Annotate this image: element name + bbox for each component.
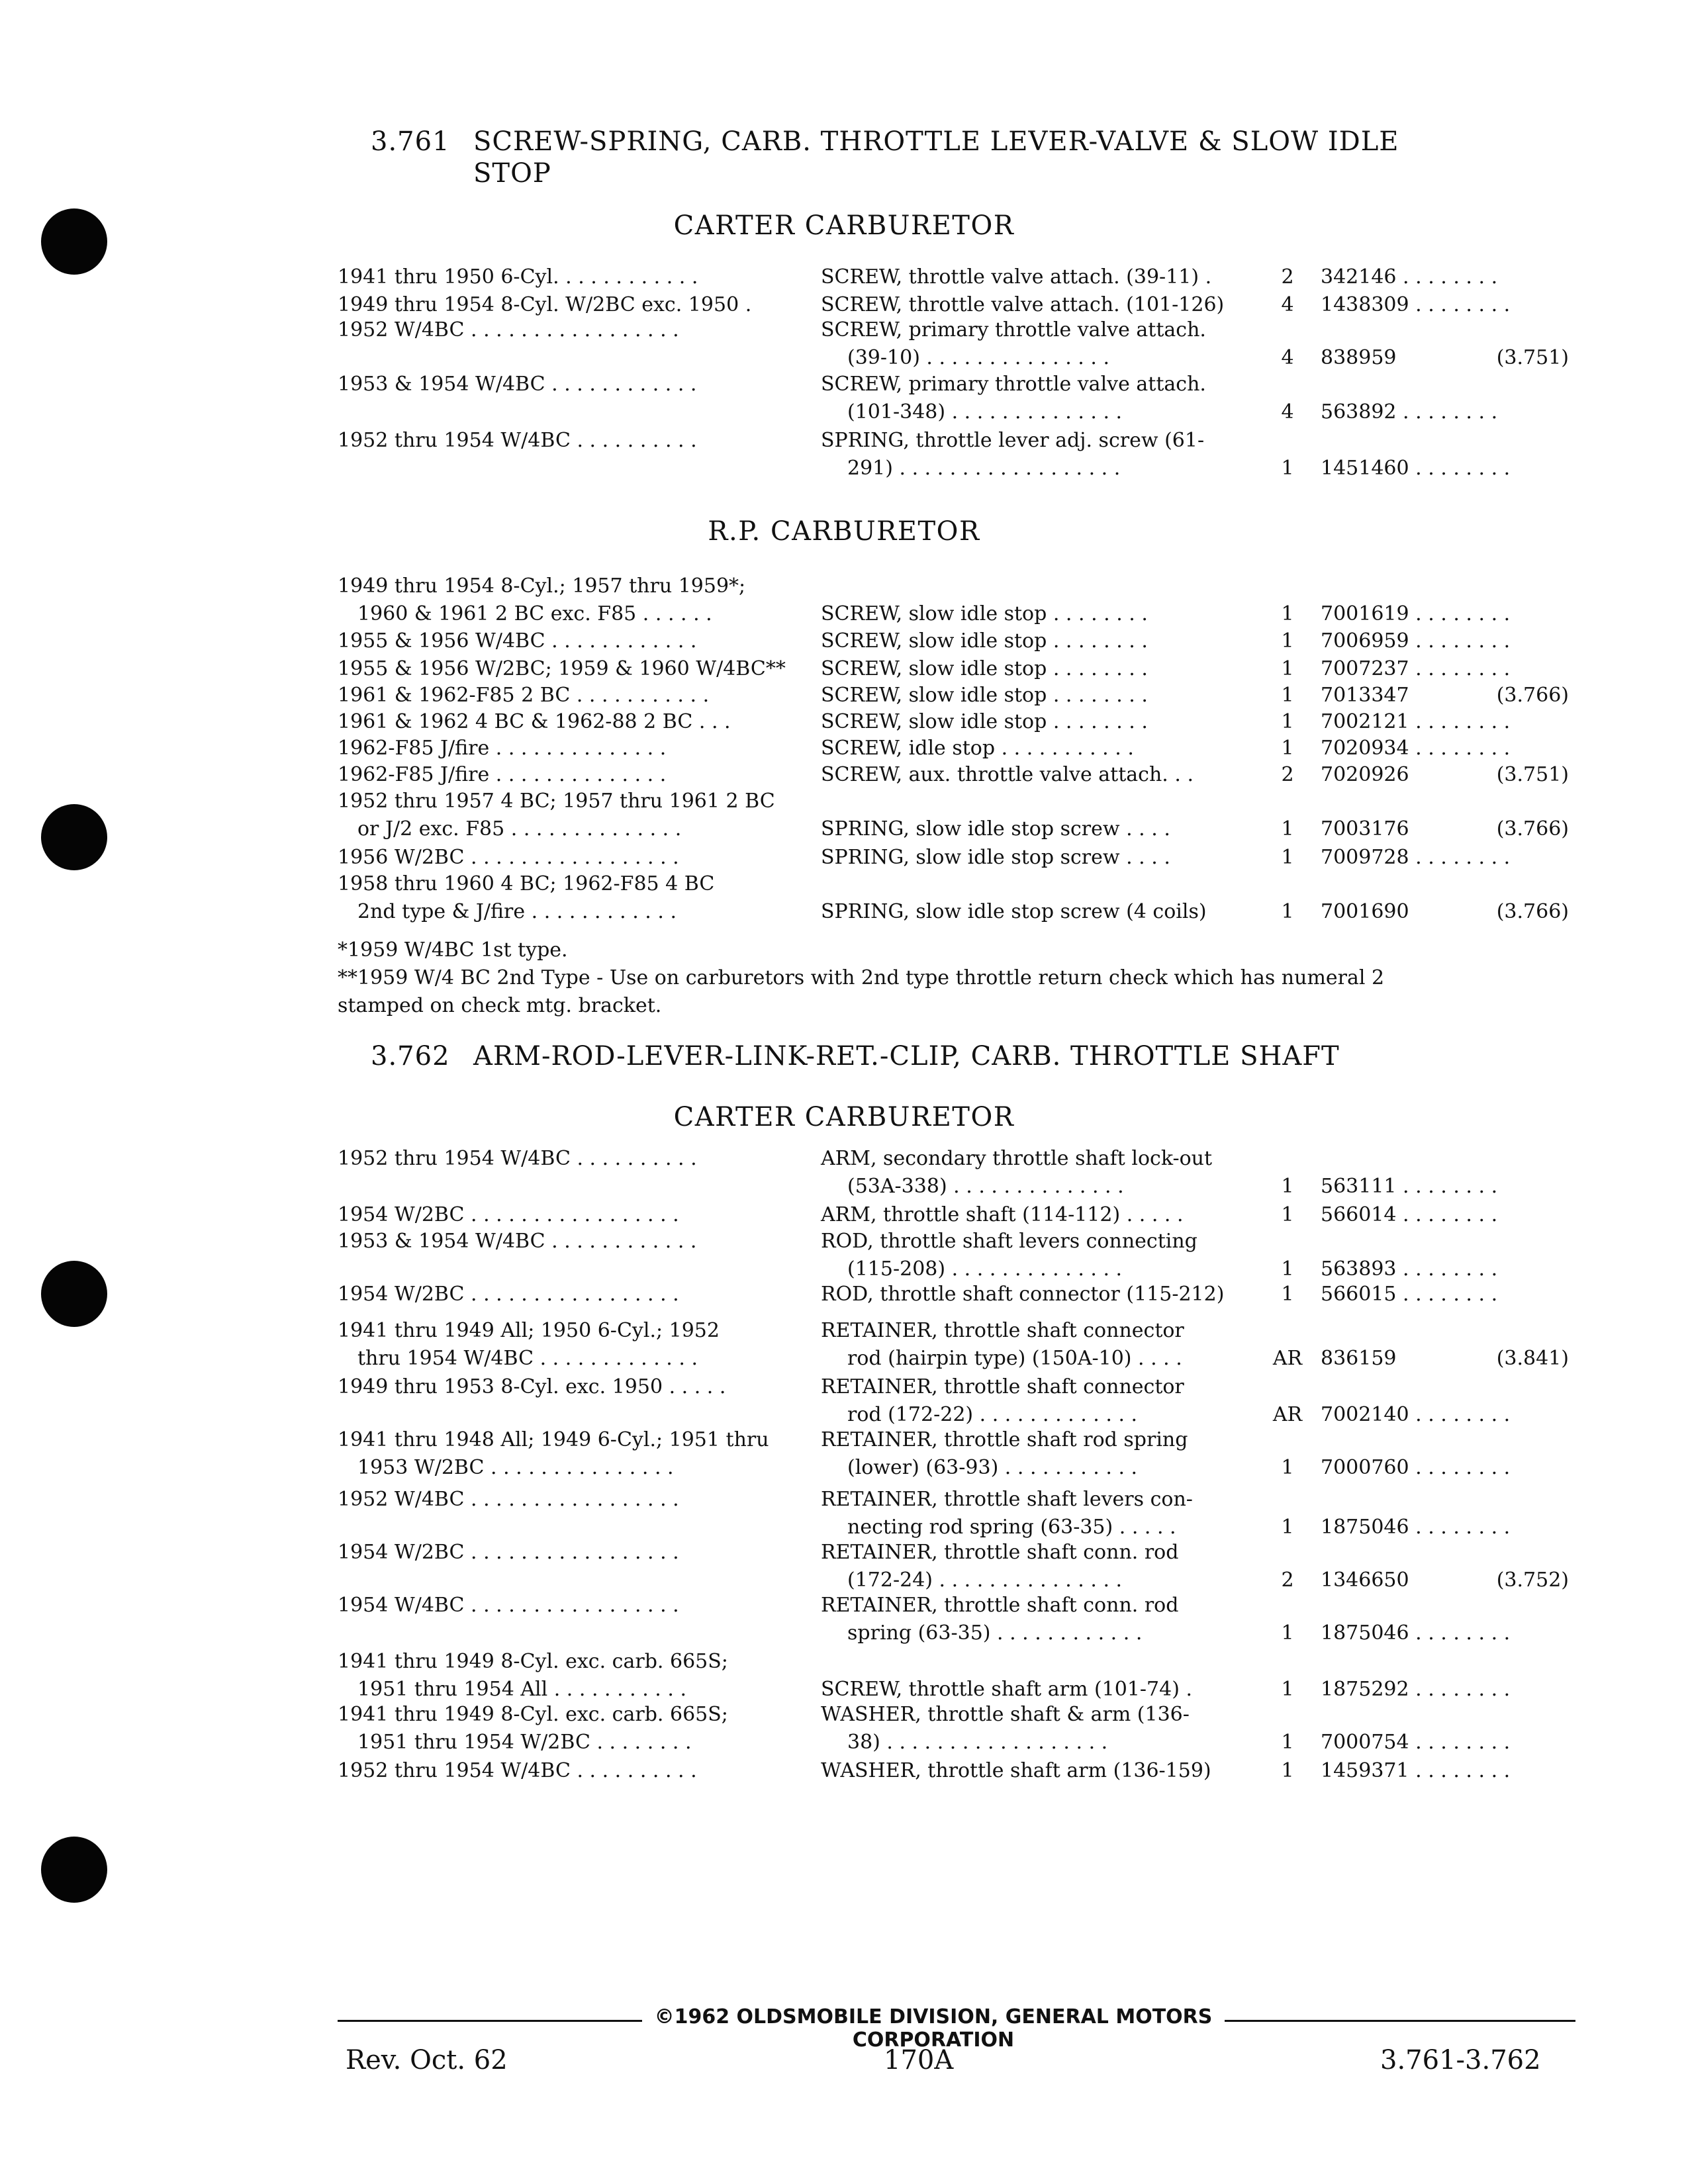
part-description (821, 627, 1244, 655)
model-years (338, 870, 801, 926)
part-description-line2: 38) . . . . . . . . . . . . . . . . . . (847, 1731, 1108, 1754)
model-years-line2: 1960 & 1961 2 BC exc. F85 . . . . . . (357, 602, 712, 625)
model-years (338, 263, 801, 291)
model-years (338, 291, 801, 319)
quantity: 2 (1281, 265, 1294, 289)
part-number: 7013347 (1321, 684, 1409, 707)
part-description-line2: (lower) (63-93) . . . . . . . . . . . (847, 1456, 1138, 1479)
part-description (821, 1228, 1244, 1283)
model-years-line1: 1952 thru 1954 W/4BC . . . . . . . . . . (338, 429, 697, 452)
part-number: 342146 . . . . . . . . (1321, 265, 1498, 289)
part-description (821, 1701, 1244, 1756)
part-description (821, 1426, 1244, 1482)
part-number: 566015 . . . . . . . . (1321, 1283, 1498, 1306)
model-years (338, 735, 801, 762)
section-number: 3.761 (371, 126, 450, 157)
part-description-line2: (172-24) . . . . . . . . . . . . . . . (847, 1569, 1123, 1592)
model-years-line1: 1952 thru 1957 4 BC; 1957 thru 1961 2 BC (338, 790, 775, 813)
part-description (821, 708, 1244, 736)
model-years-line1: 1955 & 1956 W/4BC . . . . . . . . . . . . (338, 629, 697, 653)
quantity: 1 (1281, 1283, 1294, 1306)
model-years (338, 427, 801, 455)
model-years-line2: 1953 W/2BC . . . . . . . . . . . . . . . (357, 1456, 674, 1479)
part-description-line1: SPRING, slow idle stop screw . . . . (821, 846, 1170, 869)
quantity: 2 (1281, 763, 1294, 786)
quantity: 1 (1281, 457, 1294, 480)
quantity: AR (1272, 1403, 1303, 1426)
part-description-line1: SPRING, throttle lever adj. screw (61- (821, 429, 1205, 452)
quantity: 4 (1281, 346, 1294, 369)
part-description-line1: SCREW, primary throttle valve attach. (821, 318, 1206, 341)
model-years-line1: 1958 thru 1960 4 BC; 1962-F85 4 BC (338, 872, 715, 895)
part-number: 836159 (1321, 1347, 1397, 1370)
part-description-line2: (39-10) . . . . . . . . . . . . . . . (847, 346, 1109, 369)
quantity: 4 (1281, 400, 1294, 424)
model-years-line1: 1953 & 1954 W/4BC . . . . . . . . . . . . (338, 1230, 697, 1253)
part-number: 7002140 . . . . . . . . (1321, 1403, 1511, 1426)
model-years (338, 1539, 801, 1567)
part-number: 7020934 . . . . . . . . (1321, 737, 1511, 760)
part-description-line1 (821, 572, 1244, 600)
section-range: 3.761-3.762 (1380, 2045, 1541, 2075)
part-description (821, 371, 1244, 426)
copyright-notice: ©1962 OLDSMOBILE DIVISION, GENERAL MOTORS CORPORATION (642, 2005, 1225, 2052)
part-description (821, 1648, 1244, 1704)
part-number: 7003176 (1321, 817, 1409, 841)
part-description (821, 291, 1244, 319)
part-description-line2: (101-348) . . . . . . . . . . . . . . (847, 400, 1123, 424)
model-years-line1: 1952 W/4BC . . . . . . . . . . . . . . . . . (338, 318, 679, 341)
model-years (338, 1757, 801, 1785)
quantity: 4 (1281, 293, 1294, 316)
punch-hole (41, 804, 107, 870)
model-years (338, 1486, 801, 1514)
footnotes (338, 936, 1595, 1020)
footnote-2-cont: stamped on check mtg. bracket. (338, 994, 662, 1017)
model-years (338, 1317, 801, 1373)
part-number: 1875046 . . . . . . . . (1321, 1516, 1511, 1539)
model-years (338, 1228, 801, 1255)
part-description (821, 761, 1244, 789)
quantity: 1 (1281, 737, 1294, 760)
model-years-line2: 1951 thru 1954 All . . . . . . . . . . . (357, 1678, 686, 1701)
cross-reference: (3.751) (1496, 346, 1569, 369)
part-description (821, 316, 1244, 372)
model-years (338, 371, 801, 398)
punch-hole (41, 1837, 107, 1903)
footnote-1: *1959 W/4BC 1st type. (338, 938, 568, 962)
part-number: 563893 . . . . . . . . (1321, 1257, 1498, 1281)
model-years-line1: 1962-F85 J/fire . . . . . . . . . . . . . . (338, 763, 667, 786)
subsection-title-carter-1: CARTER CARBURETOR (673, 210, 1015, 241)
quantity: 1 (1281, 1516, 1294, 1539)
model-years (338, 1201, 801, 1229)
part-description (821, 1373, 1244, 1429)
part-description-line1: ARM, throttle shaft (114-112) . . . . . (821, 1203, 1184, 1226)
part-description (821, 735, 1244, 762)
model-years (338, 708, 801, 736)
part-number: 7007237 . . . . . . . . (1321, 657, 1511, 680)
part-description-line1: SCREW, throttle valve attach. (39-11) . (821, 265, 1212, 289)
quantity: 1 (1281, 1456, 1294, 1479)
quantity: 1 (1281, 657, 1294, 680)
page-number: 170A (884, 2045, 954, 2075)
part-description-line1: SCREW, slow idle stop . . . . . . . . (821, 710, 1148, 733)
quantity: 1 (1281, 817, 1294, 841)
model-years-line1: 1941 thru 1950 6-Cyl. . . . . . . . . . . . (338, 265, 698, 289)
part-description (821, 844, 1244, 872)
quantity: 1 (1281, 1257, 1294, 1281)
cross-reference: (3.841) (1496, 1347, 1569, 1370)
model-years-line1: 1956 W/2BC . . . . . . . . . . . . . . . . . (338, 846, 679, 869)
part-number: 838959 (1321, 346, 1397, 369)
model-years-line1: 1941 thru 1949 8-Cyl. exc. carb. 665S; (338, 1650, 728, 1673)
part-description-line1: SCREW, idle stop . . . . . . . . . . . (821, 737, 1134, 760)
model-years-line2: or J/2 exc. F85 . . . . . . . . . . . . . . (357, 817, 682, 841)
part-number: 7006959 . . . . . . . . (1321, 629, 1511, 653)
part-description-line1: SCREW, throttle valve attach. (101-126) (821, 293, 1225, 316)
quantity: 1 (1281, 1203, 1294, 1226)
part-description-line2: SCREW, throttle shaft arm (101-74) . (821, 1678, 1192, 1701)
part-description-line1 (821, 1648, 1244, 1676)
model-years (338, 682, 801, 709)
part-description (821, 788, 1244, 843)
part-description-line1: ROD, throttle shaft connector (115-212) (821, 1283, 1225, 1306)
model-years (338, 1426, 801, 1482)
part-description (821, 263, 1244, 291)
part-description-line2: SPRING, slow idle stop screw . . . . (821, 817, 1170, 841)
part-number: 563111 . . . . . . . . (1321, 1175, 1498, 1198)
cross-reference: (3.766) (1496, 900, 1569, 923)
section-title-3761 (371, 126, 1496, 189)
part-number: 7009728 . . . . . . . . (1321, 846, 1511, 869)
quantity: 1 (1281, 1621, 1294, 1645)
model-years (338, 316, 801, 344)
part-description (821, 870, 1244, 926)
model-years-line1: 1961 & 1962 4 BC & 1962-88 2 BC . . . (338, 710, 731, 733)
revision-date: Rev. Oct. 62 (346, 2045, 508, 2075)
quantity: 1 (1281, 1678, 1294, 1701)
model-years-line1: 1962-F85 J/fire . . . . . . . . . . . . . . (338, 737, 667, 760)
subsection-title-carter-2: CARTER CARBURETOR (673, 1102, 1015, 1132)
punch-hole (41, 1261, 107, 1327)
part-number: 1875046 . . . . . . . . (1321, 1621, 1511, 1645)
model-years-line1: 1949 thru 1954 8-Cyl. W/2BC exc. 1950 . (338, 293, 752, 316)
quantity: 1 (1281, 684, 1294, 707)
part-number: 7000760 . . . . . . . . (1321, 1456, 1511, 1479)
part-number: 7000754 . . . . . . . . (1321, 1731, 1511, 1754)
part-number: 1346650 (1321, 1569, 1409, 1592)
section-title-line1: ARM-ROD-LEVER-LINK-RET.-CLIP, CARB. THROTTLE SHAFT (473, 1041, 1340, 1071)
part-description-line2: SPRING, slow idle stop screw (4 coils) (821, 900, 1207, 923)
section-title-line1: SCREW-SPRING, CARB. THROTTLE LEVER-VALVE & SLOW IDLE (473, 126, 1399, 157)
quantity: 1 (1281, 1175, 1294, 1198)
model-years-line1: 1954 W/2BC . . . . . . . . . . . . . . . . . (338, 1203, 679, 1226)
part-description (821, 1539, 1244, 1594)
model-years (338, 572, 801, 628)
model-years (338, 627, 801, 655)
model-years-line1: 1961 & 1962-F85 2 BC . . . . . . . . . . . (338, 684, 710, 707)
cross-reference: (3.766) (1496, 684, 1569, 707)
model-years-line1: 1941 thru 1948 All; 1949 6-Cyl.; 1951 thru (338, 1428, 769, 1451)
model-years-line2: 1951 thru 1954 W/2BC . . . . . . . . (357, 1731, 692, 1754)
quantity: 1 (1281, 1759, 1294, 1782)
model-years-line1: 1954 W/4BC . . . . . . . . . . . . . . . . . (338, 1594, 679, 1617)
part-description-line1: SCREW, slow idle stop . . . . . . . . (821, 629, 1148, 653)
model-years-line1: 1952 W/4BC . . . . . . . . . . . . . . . . . (338, 1488, 679, 1511)
part-number: 7020926 (1321, 763, 1409, 786)
part-description (821, 1317, 1244, 1373)
model-years (338, 761, 801, 789)
part-description (821, 1486, 1244, 1541)
model-years (338, 655, 801, 683)
part-description-line2: 291) . . . . . . . . . . . . . . . . . . (847, 457, 1121, 480)
quantity: 1 (1281, 629, 1294, 653)
part-number: 7001619 . . . . . . . . (1321, 602, 1511, 625)
part-description-line1: SCREW, slow idle stop . . . . . . . . (821, 657, 1148, 680)
model-years-line1: 1949 thru 1954 8-Cyl.; 1957 thru 1959*; (338, 574, 746, 598)
part-number: 7002121 . . . . . . . . (1321, 710, 1511, 733)
model-years (338, 844, 801, 872)
part-description (821, 1592, 1244, 1647)
part-description (821, 427, 1244, 482)
part-description (821, 655, 1244, 683)
part-description-line2: spring (63-35) . . . . . . . . . . . . (847, 1621, 1143, 1645)
model-years (338, 1145, 801, 1173)
part-description (821, 1201, 1244, 1229)
part-description (821, 1281, 1244, 1308)
part-description-line1: WASHER, throttle shaft arm (136-159) (821, 1759, 1211, 1782)
model-years-line1: 1952 thru 1954 W/4BC . . . . . . . . . . (338, 1147, 697, 1170)
part-description-line1: SCREW, primary throttle valve attach. (821, 373, 1206, 396)
part-description-line2: rod (hairpin type) (150A-10) . . . . (847, 1347, 1182, 1370)
part-description (821, 1757, 1244, 1785)
part-description-line1: RETAINER, throttle shaft levers con- (821, 1488, 1193, 1511)
cross-reference: (3.752) (1496, 1569, 1569, 1592)
part-number: 1459371 . . . . . . . . (1321, 1759, 1511, 1782)
part-description-line2: rod (172-22) . . . . . . . . . . . . . (847, 1403, 1138, 1426)
quantity: AR (1272, 1347, 1303, 1370)
model-years-line2: thru 1954 W/4BC . . . . . . . . . . . . . (357, 1347, 698, 1370)
part-description (821, 572, 1244, 628)
cross-reference: (3.751) (1496, 763, 1569, 786)
part-number: 1438309 . . . . . . . . (1321, 293, 1511, 316)
part-description-line1: RETAINER, throttle shaft connector (821, 1319, 1184, 1342)
model-years-line1: 1941 thru 1949 8-Cyl. exc. carb. 665S; (338, 1703, 728, 1726)
part-description-line1: RETAINER, throttle shaft conn. rod (821, 1541, 1179, 1564)
quantity: 1 (1281, 602, 1294, 625)
quantity: 1 (1281, 900, 1294, 923)
part-description-line1 (821, 788, 1244, 815)
model-years (338, 1281, 801, 1308)
model-years (338, 1701, 801, 1756)
model-years-line1: 1952 thru 1954 W/4BC . . . . . . . . . . (338, 1759, 697, 1782)
model-years-line1: 1954 W/2BC . . . . . . . . . . . . . . . . . (338, 1541, 679, 1564)
quantity: 1 (1281, 846, 1294, 869)
part-number: 563892 . . . . . . . . (1321, 400, 1498, 424)
part-description-line1 (821, 870, 1244, 898)
footnote-2: **1959 W/4 BC 2nd Type - Use on carburetors with 2nd type throttle return check which has numeral 2 (338, 966, 1385, 989)
part-description-line2: (53A-338) . . . . . . . . . . . . . . (847, 1175, 1124, 1198)
part-description-line1: ARM, secondary throttle shaft lock-out (821, 1147, 1213, 1170)
part-description-line2: SCREW, slow idle stop . . . . . . . . (821, 602, 1148, 625)
part-description (821, 682, 1244, 709)
part-description-line2: necting rod spring (63-35) . . . . . (847, 1516, 1176, 1539)
part-description-line1: SCREW, aux. throttle valve attach. . . (821, 763, 1194, 786)
quantity: 1 (1281, 710, 1294, 733)
part-description-line1: RETAINER, throttle shaft connector (821, 1375, 1184, 1398)
footer-rule-right (1218, 2020, 1575, 2022)
part-description-line1: RETAINER, throttle shaft rod spring (821, 1428, 1188, 1451)
part-description-line1: SCREW, slow idle stop . . . . . . . . (821, 684, 1148, 707)
model-years-line2: 2nd type & J/fire . . . . . . . . . . . . (357, 900, 677, 923)
part-description-line1: RETAINER, throttle shaft conn. rod (821, 1594, 1179, 1617)
quantity: 2 (1281, 1569, 1294, 1592)
section-title-line2: STOP (473, 158, 551, 189)
footer-rule-left (338, 2020, 649, 2022)
subsection-title-rp: R.P. CARBURETOR (708, 516, 980, 547)
section-title-3762 (371, 1040, 1496, 1072)
model-years-line1: 1953 & 1954 W/4BC . . . . . . . . . . . . (338, 373, 697, 396)
model-years-line1: 1954 W/2BC . . . . . . . . . . . . . . . . . (338, 1283, 679, 1306)
model-years (338, 1592, 801, 1619)
part-number: 1875292 . . . . . . . . (1321, 1678, 1511, 1701)
model-years-line1: 1949 thru 1953 8-Cyl. exc. 1950 . . . . . (338, 1375, 726, 1398)
part-number: 7001690 (1321, 900, 1409, 923)
cross-reference: (3.766) (1496, 817, 1569, 841)
part-description-line2: (115-208) . . . . . . . . . . . . . . (847, 1257, 1123, 1281)
model-years-line1: 1941 thru 1949 All; 1950 6-Cyl.; 1952 (338, 1319, 720, 1342)
part-number: 566014 . . . . . . . . (1321, 1203, 1498, 1226)
model-years (338, 1648, 801, 1704)
model-years-line1: 1955 & 1956 W/2BC; 1959 & 1960 W/4BC** (338, 657, 786, 680)
part-description (821, 1145, 1244, 1201)
model-years (338, 1373, 801, 1401)
part-number: 1451460 . . . . . . . . (1321, 457, 1511, 480)
part-description-line1: WASHER, throttle shaft & arm (136- (821, 1703, 1190, 1726)
quantity: 1 (1281, 1731, 1294, 1754)
part-description-line1: ROD, throttle shaft levers connecting (821, 1230, 1197, 1253)
model-years (338, 788, 801, 843)
section-number: 3.762 (371, 1041, 450, 1071)
